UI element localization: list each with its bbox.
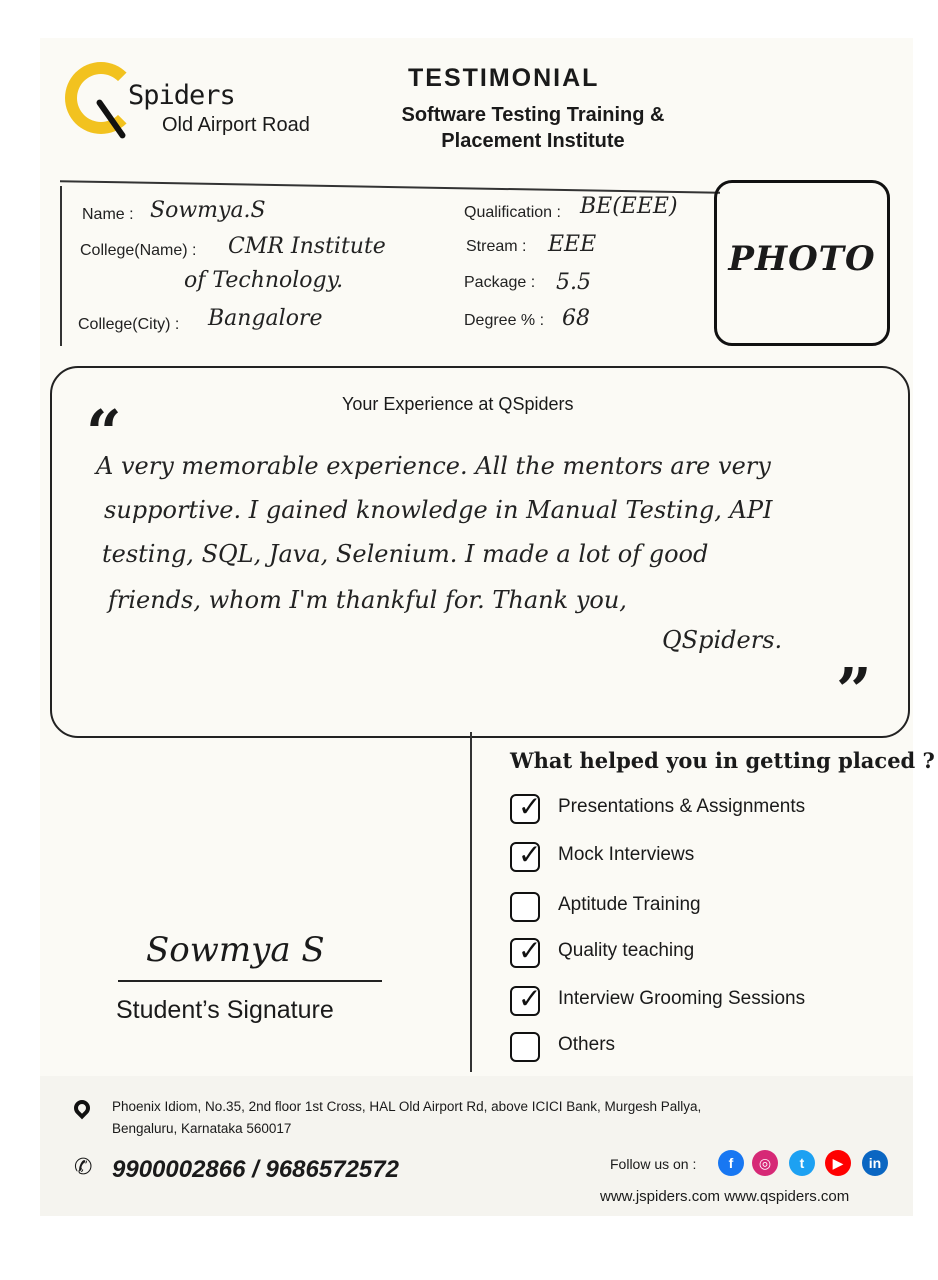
name-value: Sowmya.S — [150, 198, 266, 223]
college-label: College(Name) : — [80, 242, 197, 259]
option-label: Aptitude Training — [558, 894, 701, 915]
info-left-border — [60, 186, 62, 346]
check-icon: ✓ — [518, 935, 542, 966]
open-quote-icon: “ — [86, 396, 122, 469]
websites[interactable]: www.jspiders.com www.qspiders.com — [600, 1188, 850, 1205]
youtube-icon[interactable]: ▶ — [825, 1150, 851, 1176]
degree-label: Degree % : — [464, 312, 545, 329]
linkedin-icon[interactable]: in — [862, 1150, 888, 1176]
phone-icon: ✆ — [74, 1154, 93, 1179]
address-line-2: Bengaluru, Karnataka 560017 — [112, 1121, 292, 1136]
checkbox[interactable] — [510, 1032, 540, 1062]
option-label: Presentations & Assignments — [558, 796, 806, 817]
option-label: Interview Grooming Sessions — [558, 988, 806, 1009]
experience-line: supportive. I gained knowledge in Manual Testing, API — [104, 496, 773, 524]
qualification-label: Qualification : — [464, 204, 561, 221]
checkbox[interactable] — [510, 791, 542, 824]
package-value: 5.5 — [556, 270, 591, 295]
signature-caption: Student’s Signature — [116, 996, 334, 1024]
section-divider — [470, 732, 472, 1072]
city-value: Bangalore — [208, 306, 323, 331]
address — [112, 1096, 832, 1140]
stream-label: Stream : — [466, 238, 527, 255]
page-title: TESTIMONIAL — [408, 64, 600, 92]
experience-line: QSpiders. — [662, 626, 783, 654]
college-value-line1: CMR Institute — [228, 234, 386, 259]
follow-label: Follow us on : — [610, 1156, 697, 1172]
option-label: Quality teaching — [558, 940, 695, 961]
college-value-line2: of Technology. — [184, 268, 344, 293]
qspiders-logo-ring — [65, 62, 137, 134]
checkbox[interactable] — [510, 983, 542, 1016]
experience-line: A very memorable experience. All the mentors are very — [96, 452, 771, 480]
checkbox[interactable] — [510, 839, 542, 872]
instagram-icon[interactable]: ◎ — [752, 1150, 778, 1176]
branch-name: Old Airport Road — [162, 114, 310, 136]
facebook-icon[interactable]: f — [718, 1150, 744, 1176]
close-quote-icon: ” — [836, 654, 872, 727]
check-icon: ✓ — [518, 791, 542, 822]
address-line-1: Phoenix Idiom, No.35, 2nd floor 1st Cross, HAL Old Airport Rd, above ICICI Bank, Murgesh Pallya, — [112, 1099, 702, 1114]
brand-name: Spiders — [128, 80, 235, 111]
stream-value: EEE — [548, 232, 597, 257]
option-label: Others — [558, 1034, 616, 1055]
checkbox[interactable] — [510, 892, 540, 922]
name-label: Name : — [82, 206, 134, 223]
photo-box — [714, 180, 890, 346]
city-label: College(City) : — [78, 316, 180, 333]
phone-numbers: 9900002866 / 9686572572 — [112, 1156, 399, 1183]
degree-value: 68 — [562, 306, 590, 331]
package-label: Package : — [464, 274, 536, 291]
experience-line: testing, SQL, Java, Selenium. I made a lot of good — [102, 540, 709, 568]
twitter-icon[interactable]: t — [789, 1150, 815, 1176]
experience-line: friends, whom I'm thankful for. Thank you, — [108, 586, 627, 614]
student-signature: Sowmya S — [146, 930, 325, 970]
checkbox[interactable] — [510, 935, 542, 968]
page-subtitle: Software Testing Training & Placement Institute — [401, 104, 665, 152]
help-title: What helped you in getting placed ? — [510, 748, 935, 773]
photo-label: PHOTO — [728, 239, 876, 279]
signature-line — [118, 980, 382, 982]
check-icon: ✓ — [518, 983, 542, 1014]
qualification-value: BE(EEE) — [580, 194, 678, 219]
check-icon: ✓ — [518, 839, 542, 870]
option-label: Mock Interviews — [558, 844, 695, 865]
experience-title: Your Experience at QSpiders — [342, 394, 574, 414]
